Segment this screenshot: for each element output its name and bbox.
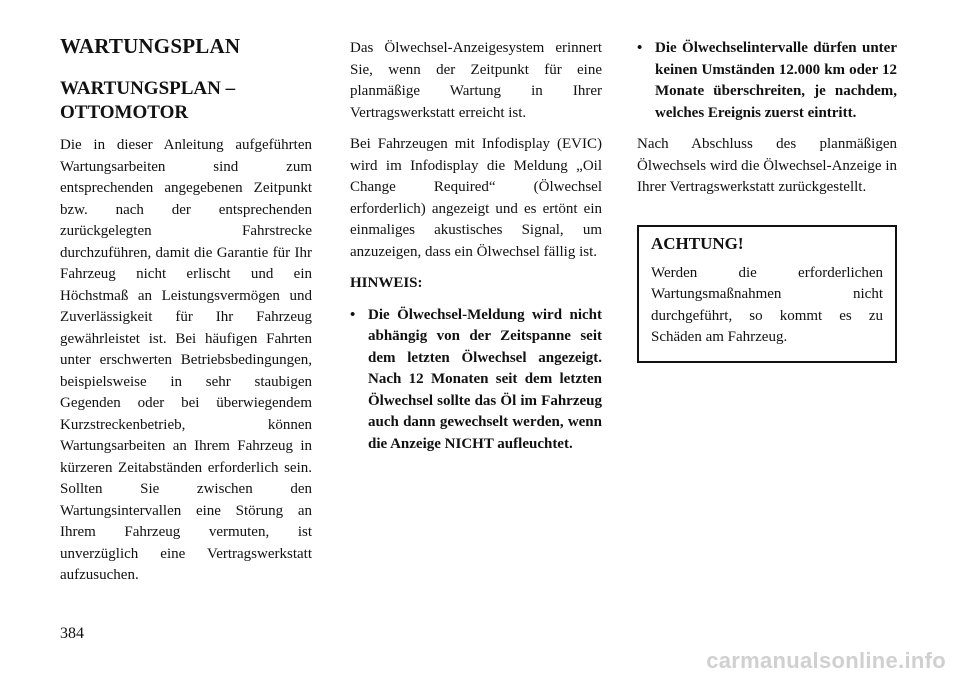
evic-paragraph: Bei Fahrzeugen mit Infodisplay (EVIC) wird im Infodisplay die Meldung „Oil Change Required“ (Ölwechsel erforderlich) angezeigt und es ertönt ein einmaliges akustisches Signal, um anzuzeigen, dass ein Ölwechsel fällig ist.: [350, 136, 602, 260]
warning-title: ACHTUNG!: [651, 233, 744, 253]
page-heading: WARTUNGSPLAN: [60, 34, 241, 58]
intro-paragraph: Die in dieser Anleitung aufgeführten Wartungsarbeiten sind zum entsprechenden angegebenen Zeitpunkt bzw. nach der entsprechenden zurückgelegten Fahrstrecke durchzuführen, damit die Garantie für Ihr Fahrzeug nicht erlischt und ein Höchstmaß an Leistungsvermögen und Zuverlässigkeit für Ihr Fahrzeug gewährleistet ist. Bei häufigen Fahrten unter erschwerten Betriebsbedingungen, beispielsweise in sehr staubigen Gegenden oder bei überwiegendem Kurzstreckenbetrieb, können Wartungsarbeiten an Ihrem Fahrzeug in kürzeren Zeitabständen erforderlich sein. Sollten Sie zwischen den Wartungsintervallen eine Störung an Ihrem Fahrzeug vermuten, ist unverzüglich eine Vertragswerkstatt aufzusuchen.: [60, 137, 312, 583]
note-bullet-oil-message: • Die Ölwechsel-Meldung wird nicht abhängig von der Zeitspanne seit dem letzten Ölwechsel angezeigt. Nach 12 Monaten seit dem letzten Ölwechsel sollte das Öl im Fahrzeug auch dann gewechselt werden, wenn die Anzeige NICHT aufleuchtet.: [350, 305, 602, 456]
oil-indicator-paragraph: Das Ölwechsel-Anzeigesystem erinnert Sie, wenn der Zeitpunkt für eine planmäßige Wartung in Ihrer Vertragswerkstatt erreicht ist.: [350, 40, 602, 121]
reset-paragraph: Nach Abschluss des planmäßigen Ölwechsels wird die Ölwechsel-Anzeige in Ihrer Vertragswerkstatt zurückgestellt.: [637, 136, 897, 195]
page-number: 384: [60, 625, 84, 642]
right-column: [637, 38, 897, 363]
warning-text: Werden die erforderlichen Wartungsmaßnahmen nicht durchgeführt, so kommt es zu Schäden am Fahrzeug.: [651, 264, 883, 345]
note-list: [350, 305, 602, 456]
note-list-continued: [637, 38, 897, 124]
note-bullet-oil-interval: • Die Ölwechselintervalle dürfen unter keinen Umständen 12.000 km oder 12 Monate überschreiten, je nachdem, welches Ereignis zuerst eintritt.: [637, 38, 897, 124]
left-column: [60, 34, 312, 587]
note-label: HINWEIS:: [350, 275, 423, 291]
warning-box: [637, 225, 897, 363]
section-heading: WARTUNGSPLAN – OTTOMOTOR: [60, 78, 236, 123]
middle-column: [350, 38, 602, 455]
watermark: carmanualsonline.info: [706, 648, 946, 673]
